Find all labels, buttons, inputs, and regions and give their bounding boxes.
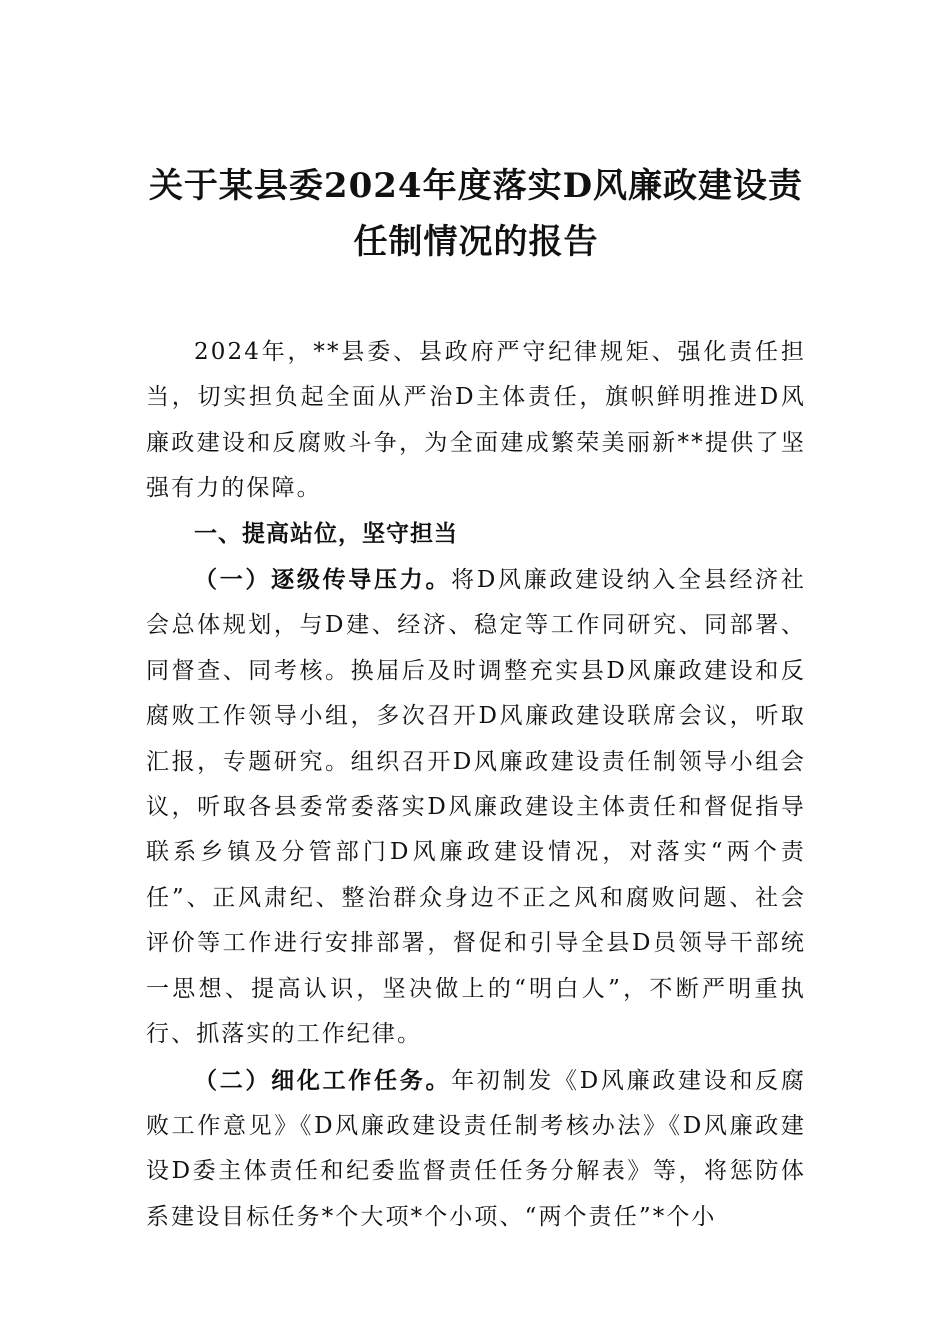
section-heading-1: 一、提高站位，坚守担当 (194, 520, 458, 547)
title-line-1: 关于某县委2024年度落实D风廉政建设责 (148, 166, 804, 206)
subsection-1-lead: （一）逐级传导压力。 (194, 566, 452, 594)
intro-paragraph: 2024年，**县委、县政府严守纪律规矩、强化责任担当，切实担负起全面从严治D主体责任，旗帜鲜明推进D风廉政建设和反腐败斗争，为全面建成繁荣美丽新**提供了坚强有力的保障。 (146, 339, 806, 502)
subsection-1-paragraph (146, 557, 806, 1057)
document-body (146, 330, 806, 1240)
subsection-1-text: 将D风廉政建设纳入全县经济社会总体规划，与D建、经济、稳定等工作同研究、同部署、同督查、同考核。换届后及时调整充实县D风廉政建设和反腐败工作领导小组，多次召开D风廉政建设联席会议，听取汇报，专题研究。组织召开D风廉政建设责任制领导小组会议，听取各县委常委落实D风廉政建设主体责任和督促指导联系乡镇及分管部门D风廉政建设情况，对落实“两个责任”、正风肃纪、整治群众身边不正之风和腐败问题、社会评价等工作进行安排部署，督促和引导全县D员领导干部统一思想、提高认识，坚决做上的“明白人”，不断严明重执行、抓落实的工作纪律。 (146, 567, 806, 1048)
title-line-2: 任制情况的报告 (353, 222, 599, 262)
subsection-2-text: 年初制发《D风廉政建设和反腐败工作意见》《D风廉政建设责任制考核办法》《D风廉政建设D委主体责任和纪委监督责任任务分解表》等，将惩防体系建设目标任务*个大项*个小项、“两个责任”*个小 (146, 1067, 806, 1230)
document-title (146, 158, 806, 270)
subsection-2-paragraph (146, 1058, 806, 1241)
subsection-2-lead: （二）细化工作任务。 (194, 1066, 452, 1094)
